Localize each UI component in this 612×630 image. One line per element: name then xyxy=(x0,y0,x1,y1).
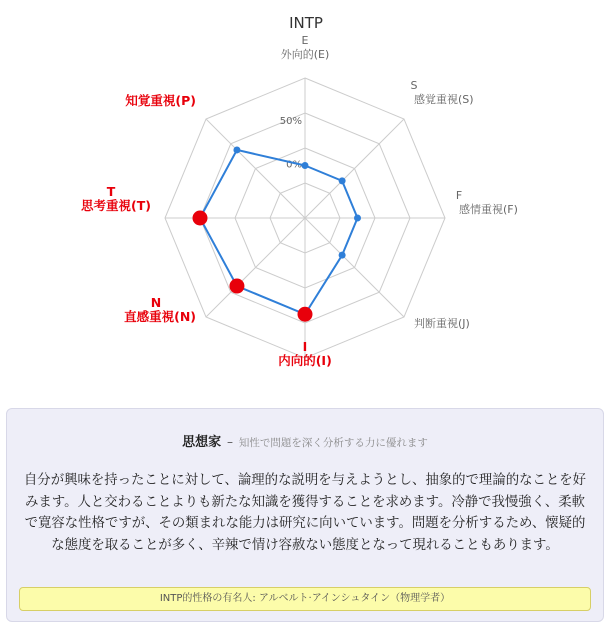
separator: – xyxy=(227,435,233,449)
data-point xyxy=(354,215,361,222)
data-point xyxy=(339,252,346,259)
data-point-highlight xyxy=(229,279,244,294)
type-tagline: 知性で問題を深く分析する力に優れます xyxy=(238,437,428,449)
axis-label: 内向的(I) xyxy=(278,353,332,368)
axis-letter: N xyxy=(150,295,162,310)
axis-letter: I xyxy=(302,339,308,354)
type-description-card xyxy=(6,408,604,622)
card-header xyxy=(7,431,603,450)
data-point-highlight xyxy=(298,307,313,322)
axis-label: 知覚重視(P) xyxy=(125,93,196,108)
type-description: 自分が興味を持ったことに対して、論理的な説明を与えようとし、抽象的で理論的なことを好みます。人と交わることよりも新たな知識を獲得することを求めます。冷静で我慢強く、柔軟で寛容な性格ですが、その類まれな能力は研究に向いています。問題を分析するため、懐疑的な態度を取ることが多く、辛辣で情け容赦ない態度となって現れることもあります。 xyxy=(23,473,587,553)
axis-label: 思考重視(T) xyxy=(81,198,151,213)
data-point xyxy=(339,177,346,184)
tick-label: 0% xyxy=(286,159,302,171)
data-point xyxy=(302,162,309,169)
axis-letter: F xyxy=(455,189,463,202)
axis-letter: S xyxy=(410,79,418,92)
axis-label: 外向的(E) xyxy=(280,48,330,61)
axis-letter: T xyxy=(106,184,116,199)
data-point xyxy=(233,146,240,153)
axis-label: 感覚重視(S) xyxy=(414,93,474,106)
chart-title: INTP xyxy=(289,14,323,32)
famous-people-box: INTP的性格の有名人: アルベルト·アインシュタイン（物理学者） xyxy=(19,587,591,611)
axis-letter: E xyxy=(301,34,309,47)
tick-label: 50% xyxy=(279,115,302,127)
data-point-highlight xyxy=(193,211,208,226)
axis-label: 直感重視(N) xyxy=(124,309,196,324)
axis-label: 判断重視(J) xyxy=(414,317,470,330)
type-name: 思想家 xyxy=(182,435,222,450)
axis-label: 感情重視(F) xyxy=(459,203,518,216)
